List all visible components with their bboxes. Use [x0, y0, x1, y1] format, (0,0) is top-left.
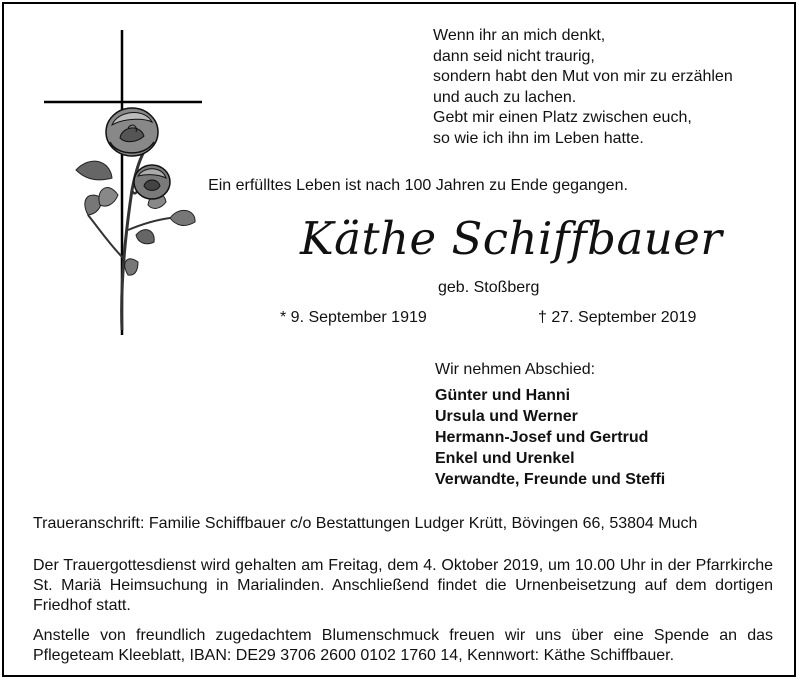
poem-line: sondern habt den Mut von mir zu erzählen	[433, 68, 733, 85]
mourner-name: Hermann-Josef und Gertrud	[435, 429, 649, 446]
service-info: Der Trauergottesdienst wird gehalten am Freitag, dem 4. Oktober 2019, um 10.00 Uhr in der Pfarrkirche St. Mariä Heimsuchung in Marialinden. Anschließend findet die Urnenbeisetzung auf dem dortigen Friedhof statt.	[33, 557, 773, 614]
donation-info: Anstelle von freundlich zugedachtem Blumenschmuck freuen wir uns über eine Spende an das Pflegeteam Kleeblatt, IBAN: DE29 3706 2600 0102 1760 14, Kennwort: Käthe Schiffbauer.	[33, 627, 773, 664]
deceased-name: Käthe Schiffbauer	[300, 212, 723, 265]
mourning-address: Traueranschrift: Familie Schiffbauer c/o Bestattungen Ludger Krütt, Bövingen 66, 53804 Much	[33, 515, 698, 532]
poem-line: und auch zu lachen.	[433, 88, 577, 106]
intro-text: Ein erfülltes Leben ist nach 100 Jahren zu Ende gegangen.	[208, 177, 628, 194]
mourner-name: Verwandte, Freunde und Steffi	[435, 471, 666, 488]
poem-line: Wenn ihr an mich denkt,	[433, 27, 606, 44]
birth-date: * 9. September 1919	[280, 309, 427, 326]
death-date: † 27. September 2019	[538, 309, 697, 326]
poem	[433, 26, 733, 149]
poem-line: dann seid nicht traurig,	[433, 47, 595, 65]
maiden-name: geb. Stoßberg	[438, 279, 540, 296]
mourner-name: Ursula und Werner	[435, 408, 578, 425]
poem-line: Gebt mir einen Platz zwischen euch,	[433, 109, 692, 126]
mourner-name: Enkel und Urenkel	[435, 450, 575, 467]
poem-line: so wie ich ihn im Leben hatte.	[433, 129, 644, 147]
mourner-name: Günter und Hanni	[435, 387, 571, 404]
mourners-list	[435, 385, 665, 490]
farewell-heading: Wir nehmen Abschied:	[435, 361, 596, 378]
